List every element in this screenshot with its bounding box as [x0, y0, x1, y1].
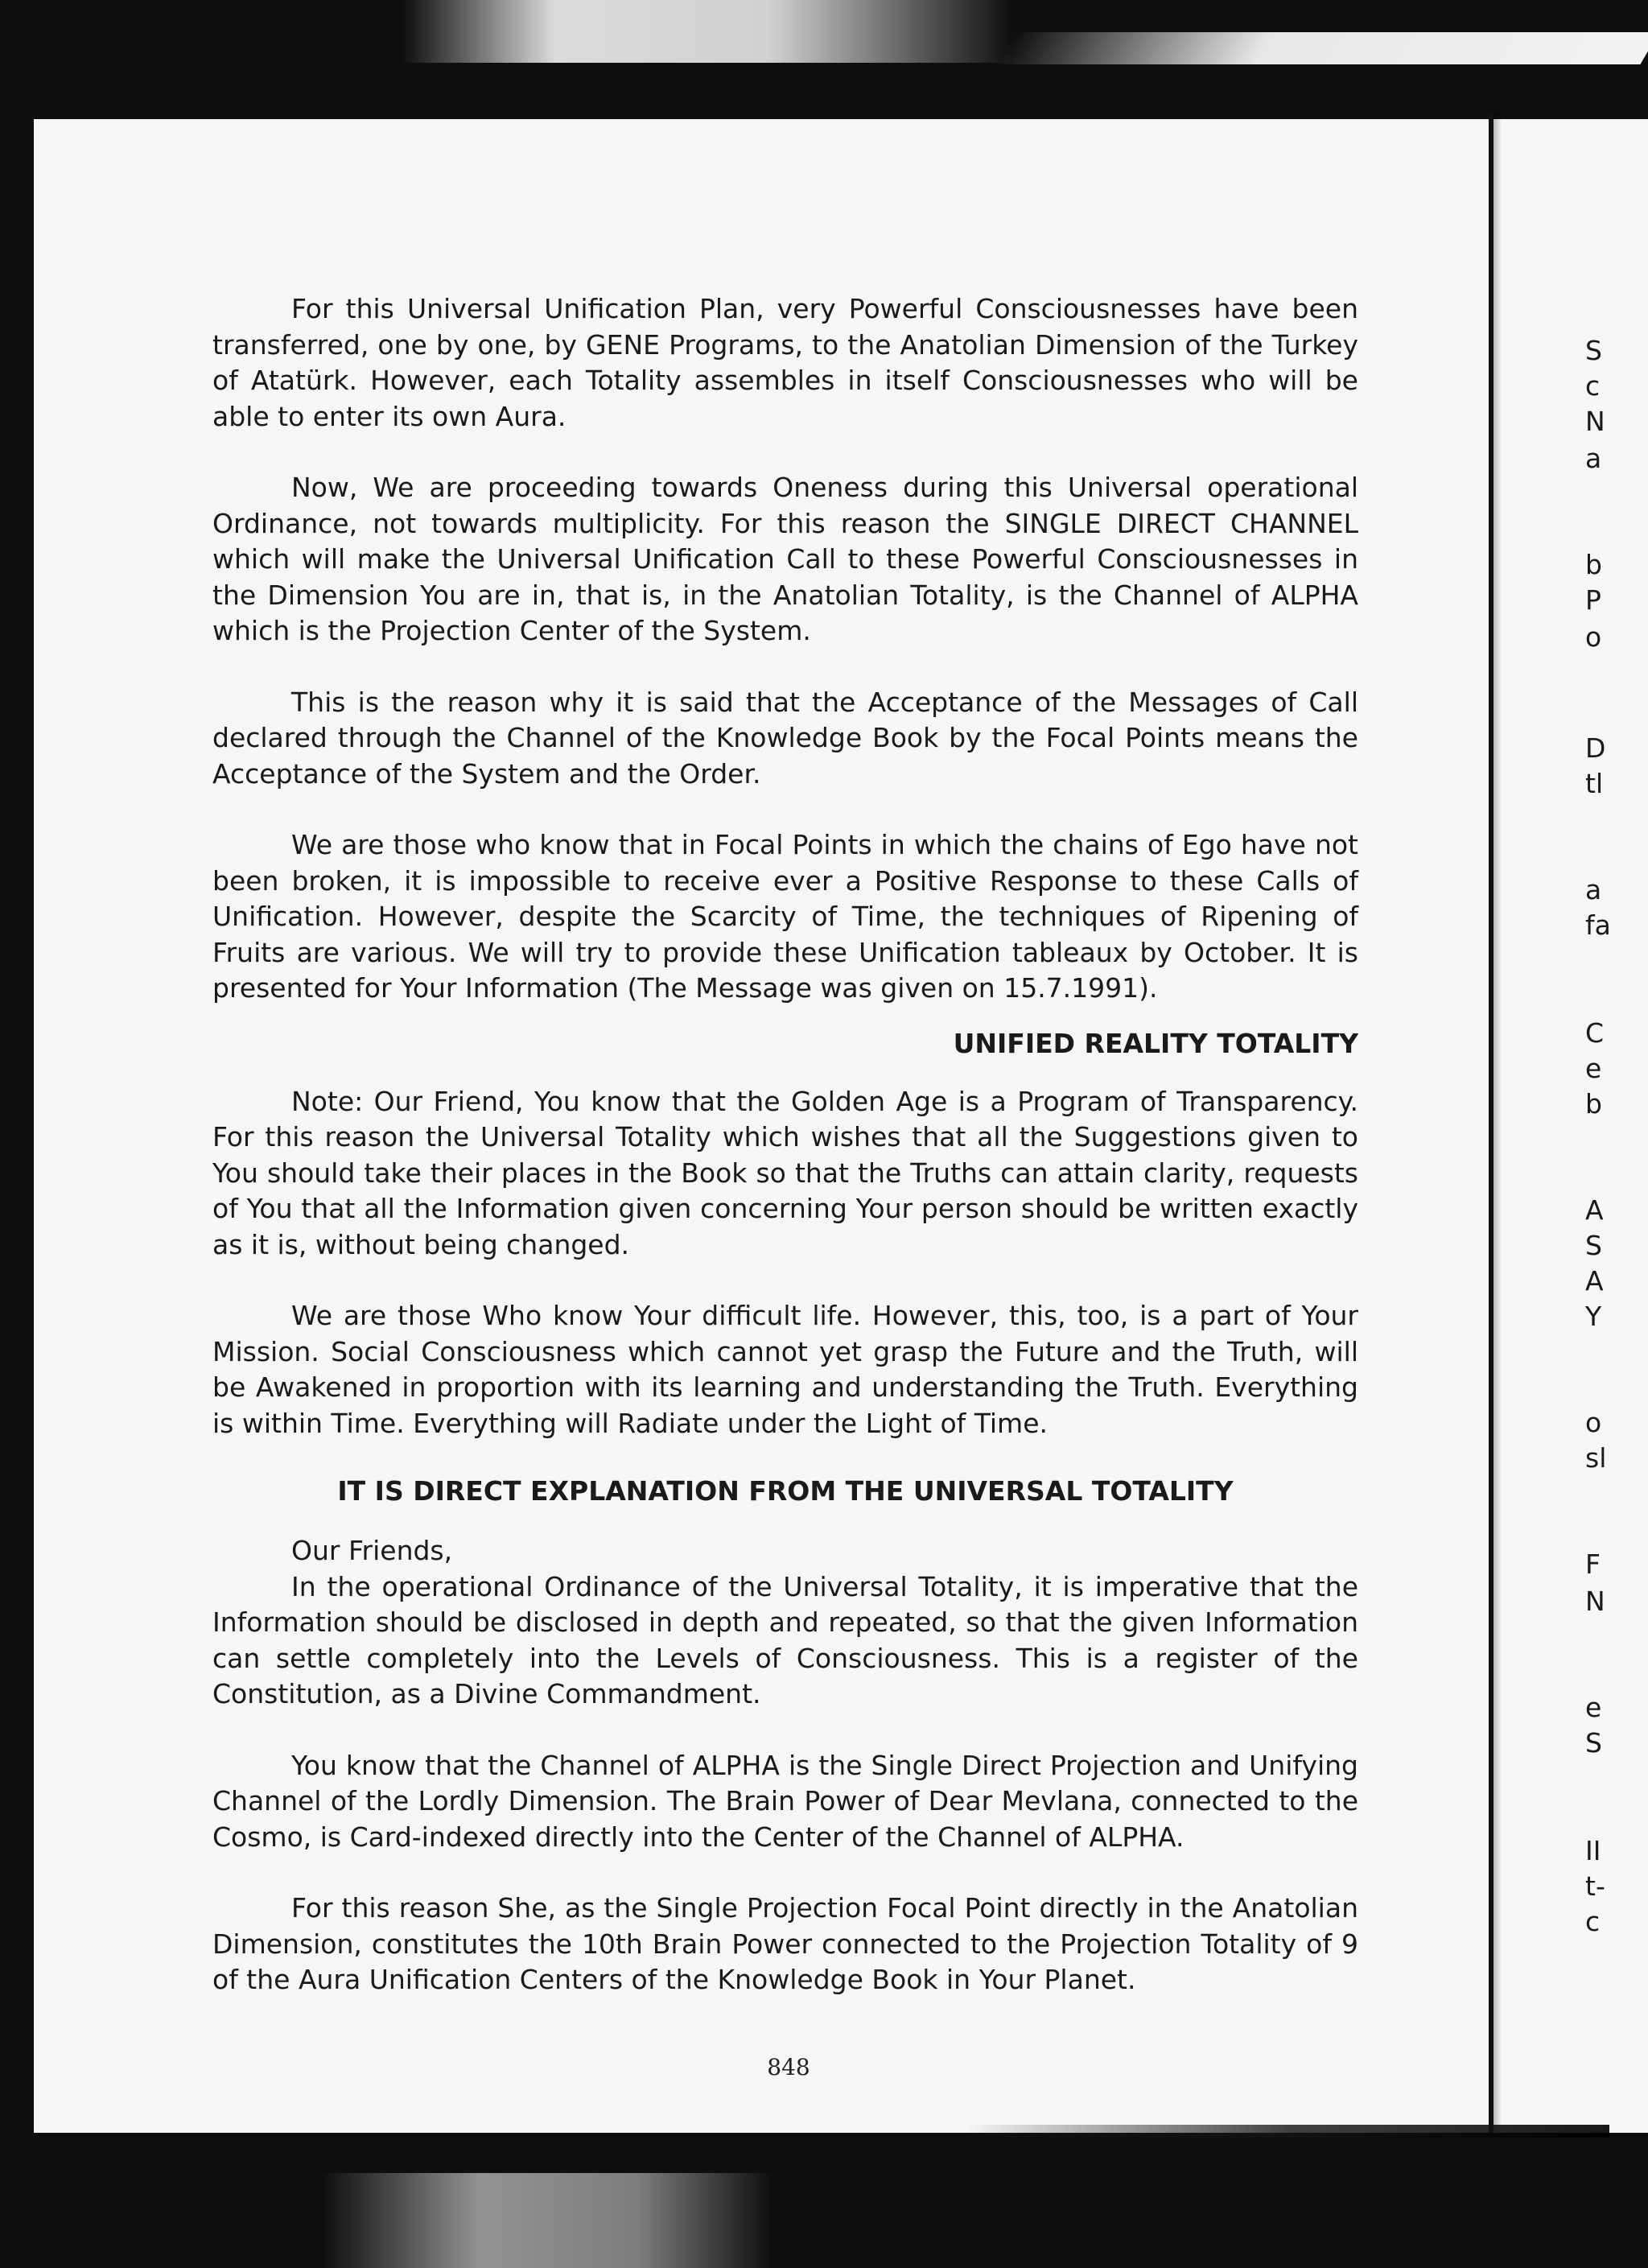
facing-fragment: D [1585, 732, 1606, 764]
facing-fragment: S [1585, 1727, 1602, 1759]
book-gutter-shadow [1494, 113, 1502, 2133]
facing-fragment: Y [1585, 1301, 1602, 1332]
greeting: Our Friends, [291, 1535, 453, 1566]
paragraph: Now, We are proceeding towards Oneness during this Universal operational Ordinance, not towards multiplicity. For this reason the SINGLE DIRECT CHANNEL which will make the Universal Unification Call to these Powerful Consciousnesses in the Dimension You are in, that is, in the Anatolian Totality, is the Channel of ALPHA which is the Projection Center of the System. [212, 472, 1358, 646]
page-number: 848 [767, 2054, 810, 2080]
facing-fragment: a [1585, 443, 1602, 474]
scan-border-left [0, 0, 34, 2268]
facing-fragment: P [1585, 584, 1601, 616]
page-edge-shadow [966, 2125, 1609, 2138]
note-paragraph: We are those Who know Your difficult life. However, this, too, is a part of Your Mission. Social Consciousness which cannot yet grasp the Future and the Truth, will be Awakened in proportion with its learning and understanding the Truth. Everything is within Time. Everything will Radiate under the Light of Time. [212, 1300, 1358, 1439]
facing-fragment: o [1585, 1407, 1602, 1438]
signature: UNIFIED REALITY TOTALITY [953, 1027, 1358, 1059]
facing-fragment: tl [1585, 768, 1604, 799]
paragraph: This is the reason why it is said that the Acceptance of the Messages of Call declared through the Channel of the Knowledge Book by the Focal Points means the Acceptance of the System and the Order. [212, 686, 1358, 790]
facing-fragment: fa [1585, 909, 1611, 941]
page-body [212, 291, 1358, 1998]
facing-fragment: F [1585, 1548, 1601, 1580]
facing-fragment: b [1585, 1088, 1602, 1120]
scan-glare-top-right [996, 32, 1648, 64]
scan-border-bottom [0, 2133, 1648, 2268]
facing-fragment: S [1585, 335, 1602, 366]
facing-fragment: A [1585, 1194, 1604, 1226]
section-paragraph: For this reason She, as the Single Projection Focal Point directly in the Anatolian Dimension, constitutes the 10th Brain Power connected to the Projection Totality of 9 of the Aura Unification Centers of the Knowledge Book in Your Planet. [212, 1892, 1358, 1995]
facing-fragment: C [1585, 1017, 1605, 1049]
section-paragraph: You know that the Channel of ALPHA is the Single Direct Projection and Unifying Channel of the Lordly Dimension. The Brain Power of Dear Mevlana, connected to the Cosmo, is Card-indexed directly into the Center of the Channel of ALPHA. [212, 1749, 1358, 1853]
facing-fragment: N [1585, 1586, 1605, 1617]
note-paragraph: Note: Our Friend, You know that the Golden Age is a Program of Transparency. For this reason the Universal Totality which wishes that all the Suggestions given to You should take their places in the Book so that the Truths can attain clarity, requests of You that all the Information given concerning Your person should be written exactly as it is, without being changed. [212, 1085, 1358, 1260]
facing-fragment: t- [1585, 1870, 1605, 1902]
facing-fragment: o [1585, 621, 1602, 653]
facing-fragment: N [1585, 406, 1605, 437]
scan-glare-bottom [322, 2173, 772, 2268]
facing-fragment: e [1585, 1053, 1602, 1084]
facing-fragment: a [1585, 874, 1602, 905]
facing-fragment: II [1585, 1835, 1601, 1866]
facing-fragment: b [1585, 549, 1602, 580]
facing-fragment: e [1585, 1692, 1602, 1723]
facing-fragment: c [1585, 370, 1601, 402]
facing-fragment: c [1585, 1906, 1601, 1937]
facing-fragment: S [1585, 1230, 1602, 1261]
facing-page-fragments [1585, 0, 1648, 2268]
paragraph: For this Universal Unification Plan, very Powerful Consciousnesses have been transferred, one by one, by GENE Programs, to the Anatolian Dimension of the Turkey of Atatürk. However, each Totality assembles in itself Consciousnesses who will be able to enter its own Aura. [212, 293, 1358, 432]
scan-glare-top [402, 0, 1014, 63]
paragraph: We are those who know that in Focal Points in which the chains of Ego have not been broken, it is impossible to receive ever a Positive Response to these Calls of Unification. However, despite the Scarcity of Time, the techniques of Ripening of Fruits are various. We will try to provide these Unification tableaux by October. It is presented for Your Information (The Message was given on 15.7.1991). [212, 829, 1358, 1004]
facing-fragment: A [1585, 1265, 1604, 1297]
section-paragraph: In the operational Ordinance of the Universal Totality, it is imperative that the Information should be disclosed in depth and repeated, so that the given Information can settle completely into the Levels of Consciousness. This is a register of the Constitution, as a Divine Commandment. [212, 1570, 1358, 1709]
facing-fragment: sl [1585, 1442, 1607, 1474]
section-heading: IT IS DIRECT EXPLANATION FROM THE UNIVERSAL TOTALITY [337, 1475, 1234, 1507]
